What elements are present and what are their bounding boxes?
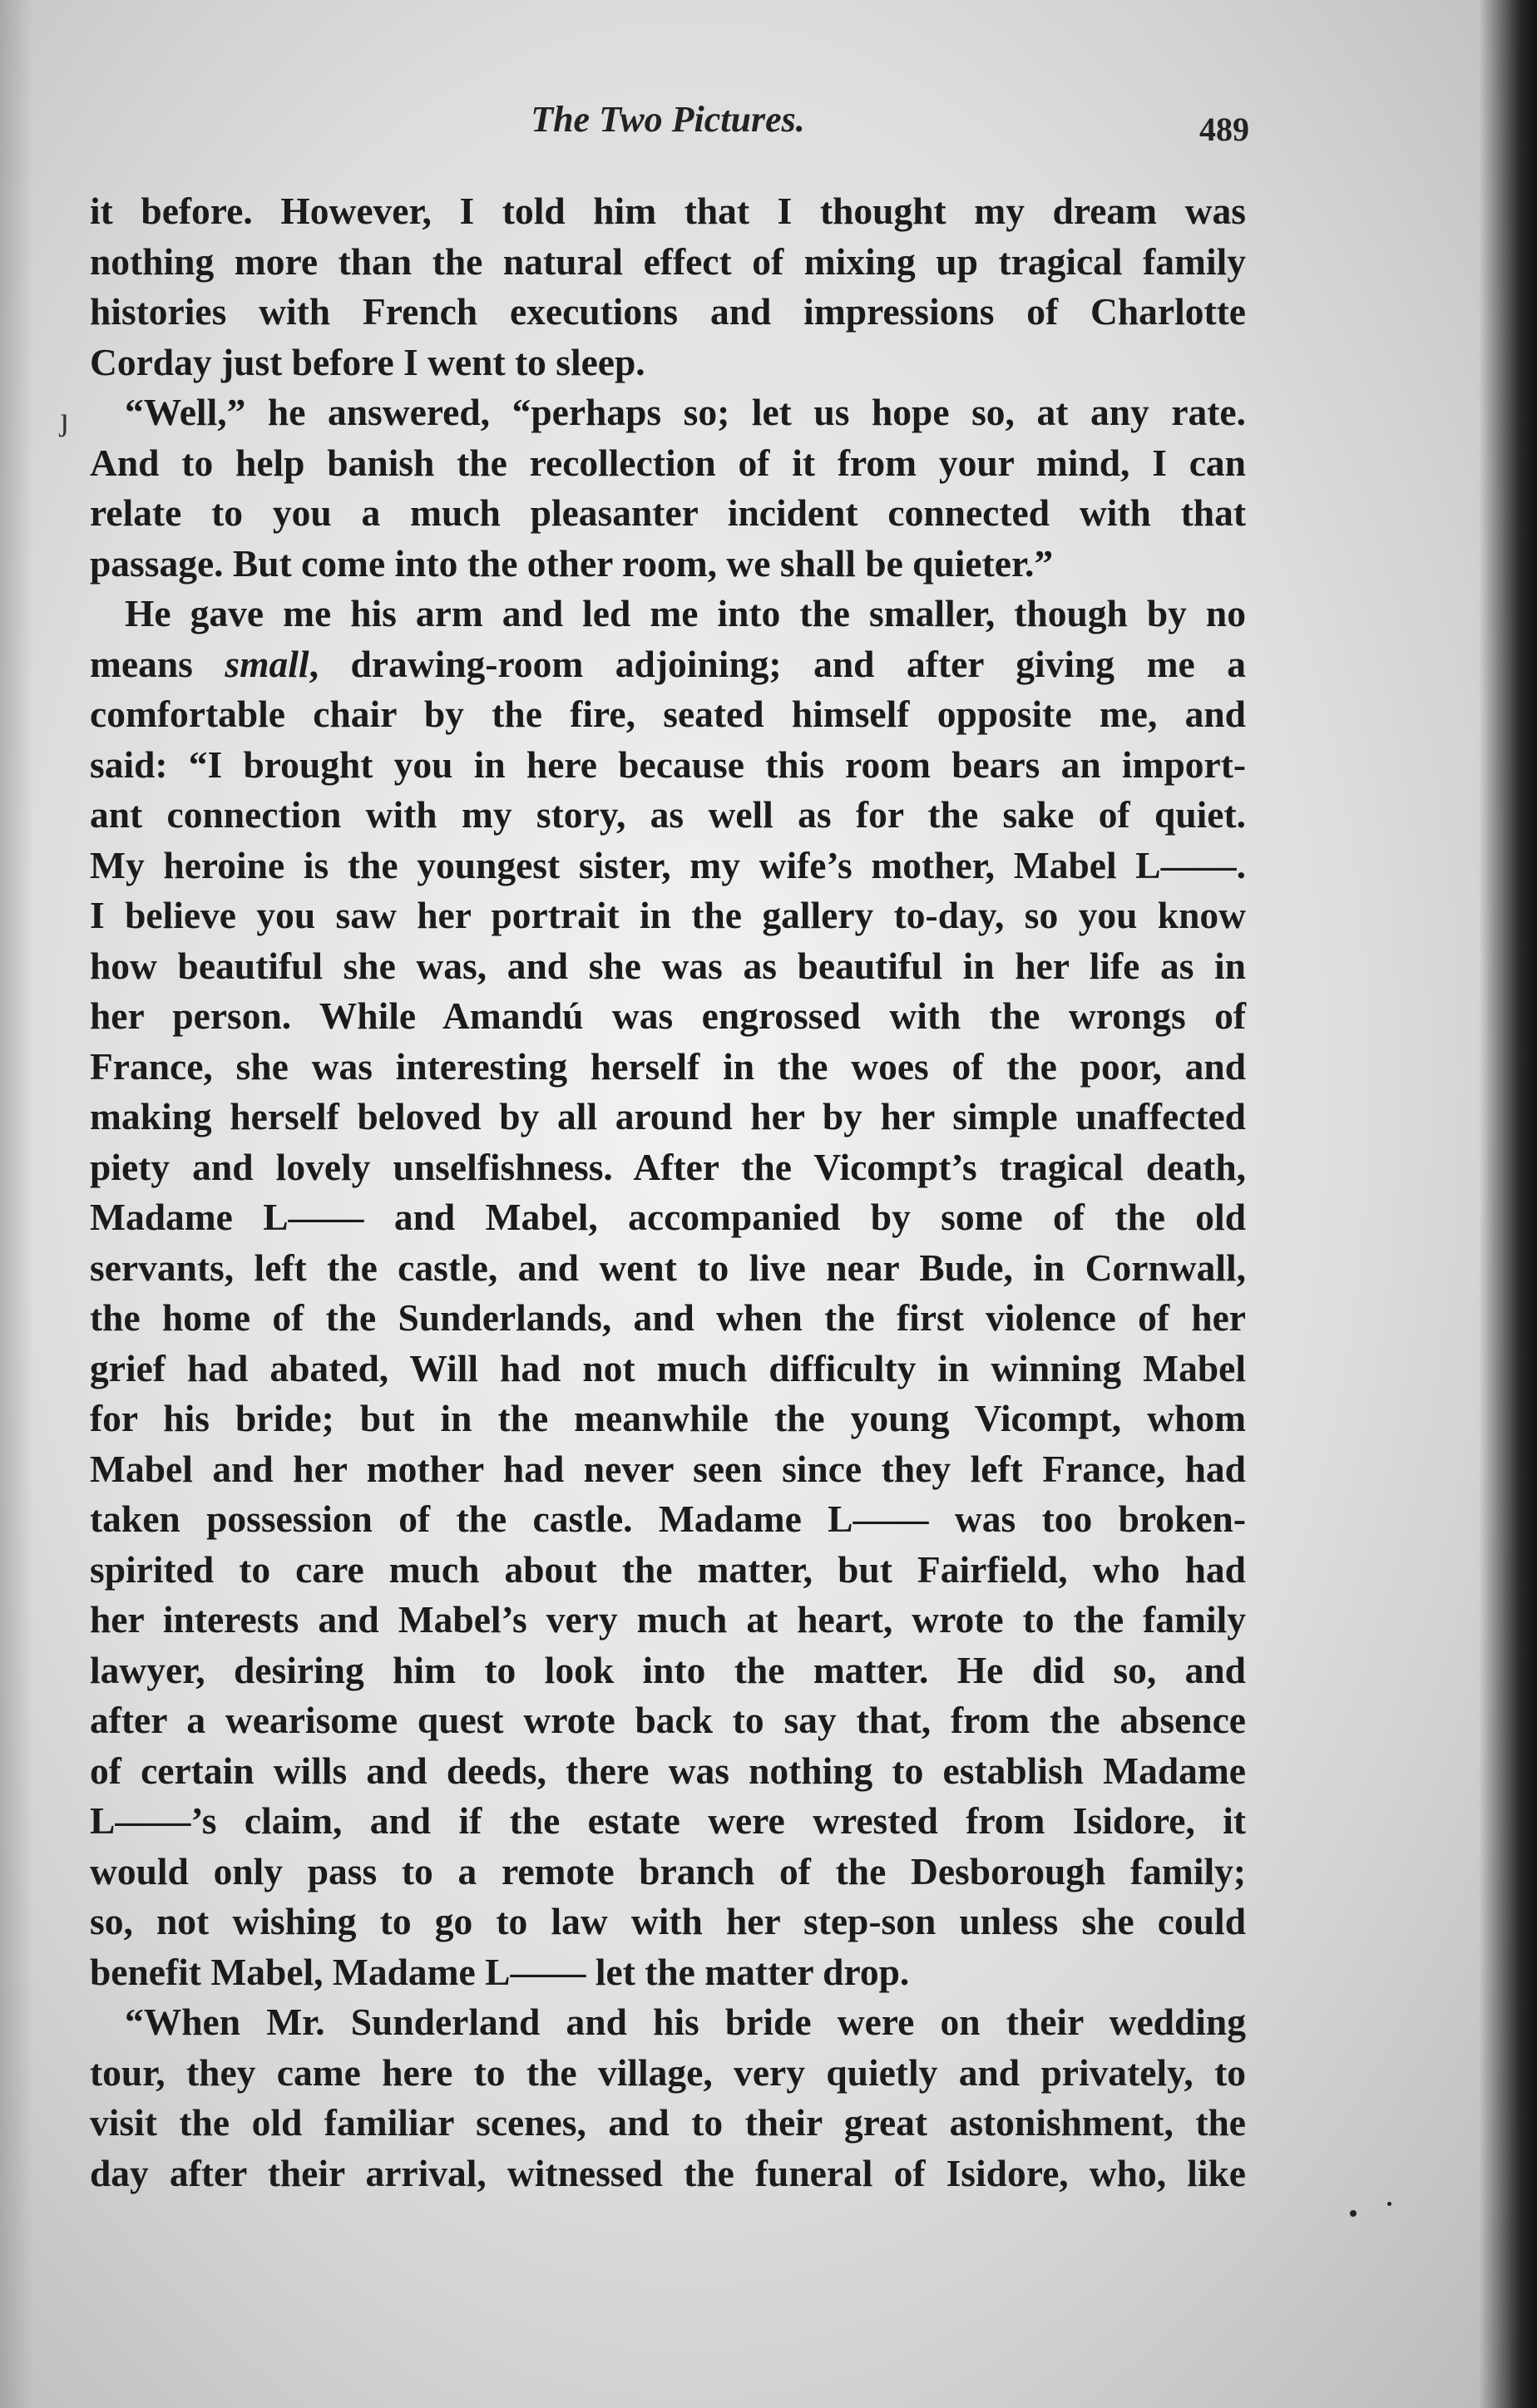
text-line: it before. However, I told him that I thought my dream was xyxy=(90,190,1246,232)
text-line: tour, they came here to the village, very quietly and privately, to xyxy=(90,2050,1246,2094)
text-line: “When Mr. Sunderland and his bride were on their wedding xyxy=(125,2001,1246,2043)
text-line: said: “I brought you in here because this room bears an import- xyxy=(90,743,1246,786)
text-line: I believe you saw her portrait in the gallery to-day, so you know xyxy=(90,894,1246,936)
margin-mark: ȷ xyxy=(60,400,70,437)
text-line: her interests and Mabel’s very much at heart, wrote to the family xyxy=(90,1598,1246,1641)
text-line: would only pass to a remote branch of the Desborough family; xyxy=(90,1849,1246,1892)
text-line: relate to you a much pleasanter incident connected with that xyxy=(90,491,1246,534)
text-line: lawyer, desiring him to look into the matter. He did so, and xyxy=(90,1648,1246,1691)
text-line: My heroine is the youngest sister, my wife’s mother, Mabel L——. xyxy=(90,843,1246,886)
text-line: “Well,” he answered, “perhaps so; let us hope so, at any rate. xyxy=(125,391,1246,433)
text-line: ant connection with my story, as well as for the sake of quiet. xyxy=(90,793,1246,836)
text-line: Madame L—— and Mabel, accompanied by some of the old xyxy=(90,1196,1246,1238)
text-line: France, she was interesting herself in the woes of the poor, and xyxy=(90,1044,1246,1088)
text-line: so, not wishing to go to law with her step-son unless she could xyxy=(90,1900,1246,1942)
text-line: L——’s claim, and if the estate were wrested from Isidore, it xyxy=(90,1799,1246,1842)
text-line: grief had abated, Will had not much difficulty in winning Mabel xyxy=(90,1346,1246,1389)
text-line: her person. While Amandú was engrossed with the wrongs of xyxy=(90,994,1246,1037)
text-line: piety and lovely unselfishness. After the Vicompt’s tragical death, xyxy=(90,1145,1246,1188)
text-line: how beautiful she was, and she was as beautiful in her life as in xyxy=(90,944,1246,987)
page-number: 489 xyxy=(1199,111,1249,148)
right-edge-shadow xyxy=(1479,0,1537,2408)
running-head xyxy=(90,98,1249,165)
text-line: taken possession of the castle. Madame L—— was too broken- xyxy=(90,1498,1246,1540)
text-line: day after their arrival, witnessed the funeral of Isidore, who, like xyxy=(90,2151,1246,2194)
body-text xyxy=(90,186,1246,2198)
text-line: making herself beloved by all around her by her simple unaffected xyxy=(90,1095,1246,1137)
text-line: means small, drawing-room adjoining; and after giving me a xyxy=(90,642,1246,685)
text-line: of certain wills and deeds, there was nothing to establish Madame xyxy=(90,1749,1246,1792)
left-edge-shadow xyxy=(0,0,33,2408)
ink-speck xyxy=(1387,2202,1391,2206)
text-line: passage. But come into the other room, we shall be quieter.” xyxy=(90,541,1054,585)
text-line: for his bride; but in the meanwhile the young Vicompt, whom xyxy=(90,1397,1246,1439)
emphasis: small xyxy=(225,642,309,685)
text-line: after a wearisome quest wrote back to say that, from the absence xyxy=(90,1699,1246,1741)
text-line: Mabel and her mother had never seen since they left France, had xyxy=(90,1447,1246,1490)
text-line: nothing more than the natural effect of mixing up tragical family xyxy=(90,239,1246,283)
book-page xyxy=(90,98,1249,2198)
text-line: histories with French executions and impressions of Charlotte xyxy=(90,290,1246,333)
text-line: servants, left the castle, and went to live near Bude, in Cornwall, xyxy=(90,1246,1246,1289)
text-line: And to help banish the recollection of it from your mind, I can xyxy=(90,441,1246,484)
text-line: Corday just before I went to sleep. xyxy=(90,340,645,383)
text-line: He gave me his arm and led me into the smaller, though by no xyxy=(125,592,1246,634)
text-line: comfortable chair by the fire, seated himself opposite me, and xyxy=(90,693,1246,735)
text-line: the home of the Sunderlands, and when the first violence of her xyxy=(90,1296,1246,1339)
ink-speck xyxy=(1350,2210,1357,2217)
text-line: spirited to care much about the matter, but Fairfield, who had xyxy=(90,1547,1246,1591)
text-line: visit the old familiar scenes, and to their great astonishment, the xyxy=(90,2101,1246,2144)
text-line: benefit Mabel, Madame L—— let the matter drop. xyxy=(90,1950,910,1993)
running-title: The Two Pictures. xyxy=(531,99,805,140)
